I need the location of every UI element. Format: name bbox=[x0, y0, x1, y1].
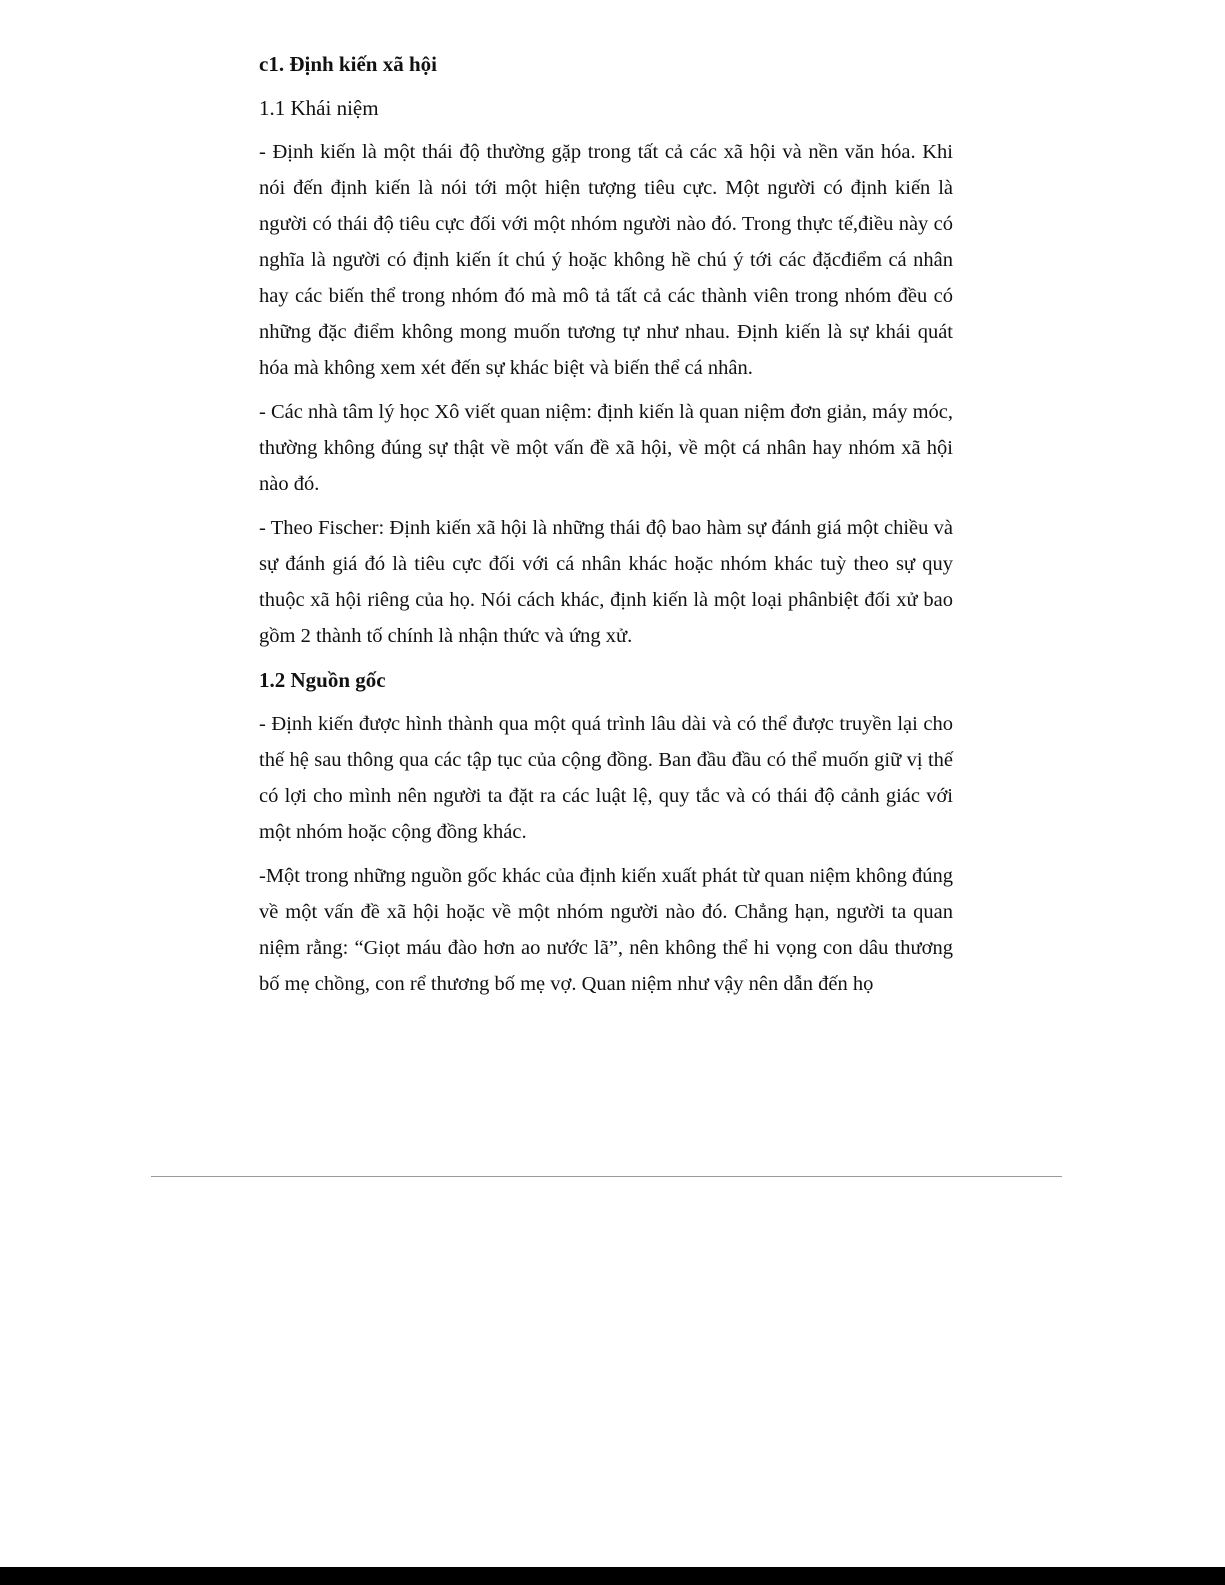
paragraph-origin-2: -Một trong những nguồn gốc khác của định kiến xuất phát từ quan niệm không đúng về một vấn đề xã hội hoặc về một nhóm người nào đó. Chẳng hạn, người ta quan niệm rằng: “Giọt máu đào hơn ao nước lã”, nên không thể hi vọng con dâu thương bố mẹ chồng, con rể thương bố mẹ vợ. Quan niệm như vậy nên dẫn đến họ bbox=[259, 865, 953, 995]
document-body bbox=[259, 46, 953, 1010]
subsection-title-origin: 1.2 Nguồn gốc bbox=[259, 668, 386, 692]
paragraph-origin-1: - Định kiến được hình thành qua một quá trình lâu dài và có thể được truyền lại cho thế hệ sau thông qua các tập tục của cộng đồng. Ban đầu đầu có thể muốn giữ vị thế có lợi cho mình nên người ta đặt ra các luật lệ, quy tắc và có thái độ cảnh giác với một nhóm hoặc cộng đồng khác. bbox=[259, 713, 953, 843]
bottom-edge-bar bbox=[0, 1567, 1225, 1585]
page-divider bbox=[151, 1176, 1062, 1177]
paragraph-soviet-view: - Các nhà tâm lý học Xô viết quan niệm: định kiến là quan niệm đơn giản, máy móc, thường không đúng sự thật về một vấn đề xã hội, về một cá nhân hay nhóm xã hội nào đó. bbox=[259, 401, 954, 495]
subsection-title-concept: 1.1 Khái niệm bbox=[259, 96, 379, 120]
section-title: c1. Định kiến xã hội bbox=[259, 52, 437, 76]
paragraph-definition: - Định kiến là một thái độ thường gặp trong tất cả các xã hội và nền văn hóa. Khi nói đến định kiến là nói tới một hiện tượng tiêu cực. Một người có định kiến là người có thái độ tiêu cực đối với một nhóm người nào đó. Trong thực tế,điều này có nghĩa là người có định kiến ít chú ý hoặc không hề chú ý tới các đặcđiểm cá nhân hay các biến thể trong nhóm đó mà mô tả tất cả các thành viên trong nhóm đều có những đặc điểm không mong muốn tương tự như nhau. Định kiến là sự khái quát hóa mà không xem xét đến sự khác biệt và biến thể cá nhân. bbox=[259, 141, 953, 379]
paragraph-fischer-view: - Theo Fischer: Định kiến xã hội là những thái độ bao hàm sự đánh giá một chiều và sự đánh giá đó là tiêu cực đối với cá nhân khác hoặc nhóm khác tuỳ theo sự quy thuộc xã hội riêng của họ. Nói cách khác, định kiến là một loại phânbiệt đối xử bao gồm 2 thành tố chính là nhận thức và ứng xử. bbox=[259, 517, 953, 647]
